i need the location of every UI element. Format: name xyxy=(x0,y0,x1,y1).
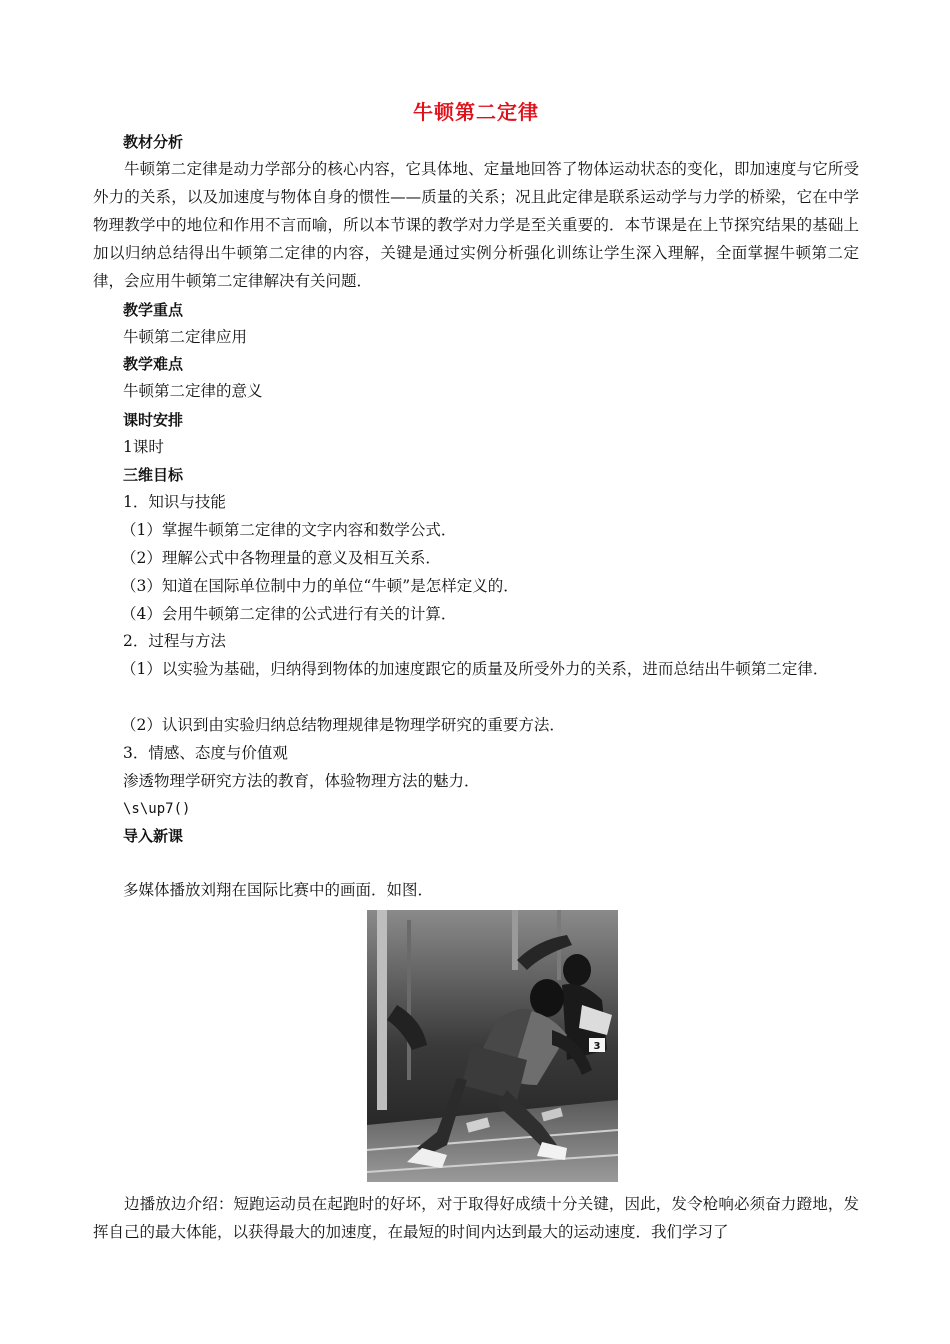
difficulty-text: 牛顿第二定律的意义 xyxy=(123,382,263,400)
intro-text: 多媒体播放刘翔在国际比赛中的画面．如图． xyxy=(123,881,434,899)
intro-heading: 导入新课 xyxy=(123,827,184,845)
goal-item: （2）理解公式中各物理量的意义及相互关系． xyxy=(121,549,441,567)
key-text: 牛顿第二定律应用 xyxy=(123,328,248,346)
schedule-heading: 课时安排 xyxy=(123,411,184,429)
goal-process: 2．过程与方法 xyxy=(123,632,226,650)
analysis-paragraph: 牛顿第二定律是动力学部分的核心内容，它具体地、定量地回答了物体运动状态的变化，即加速度与它所受外力的关系，以及加速度与物体自身的惯性——质量的关系；况且此定律是联系运动学与力学的桥梁，它在中学物理教学中的地位和作用不言而喻，所以本节课的教学对力学是至关重要的．本节课是在上节探究结果的基础上加以归纳总结得出牛顿第二定律的内容，关键是通过实例分析强化训练让学生深入理解，全面掌握牛顿第二定律，会应用牛顿第二定律解决有关问题． xyxy=(93,160,859,290)
goal-attitude-text: 渗透物理学研究方法的教育，体验物理方法的魅力． xyxy=(123,772,480,790)
sprinter-photo xyxy=(367,910,618,1182)
code-line: \s\up7() xyxy=(123,801,191,817)
bib-number: 3 xyxy=(593,1041,601,1052)
goals-heading: 三维目标 xyxy=(123,466,184,484)
goal-item: （4）会用牛顿第二定律的公式进行有关的计算． xyxy=(121,605,457,623)
bottom-paragraph: 边播放边介绍：短跑运动员在起跑时的好坏，对于取得好成绩十分关键，因此，发令枪响必须奋力蹬地，发挥自己的最大体能，以获得最大的加速度，在最短的时间内达到最大的运动速度．我们学习了 xyxy=(93,1195,859,1241)
goal-item: （1）掌握牛顿第二定律的文字内容和数学公式． xyxy=(121,521,457,539)
sprinter-illustration xyxy=(367,910,618,1182)
goal-attitude: 3．情感、态度与价值观 xyxy=(123,744,288,762)
analysis-heading: 教材分析 xyxy=(123,133,184,151)
goal-process-item-1: （1）以实验为基础，归纳得到物体的加速度跟它的质量及所受外力的关系，进而总结出牛顿第二定律． xyxy=(121,660,829,678)
goal-item: （3）知道在国际单位制中力的单位“牛顿”是怎样定义的． xyxy=(121,577,519,595)
goal-process-item-2: （2）认识到由实验归纳总结物理规律是物理学研究的重要方法． xyxy=(121,716,565,734)
difficulty-heading: 教学难点 xyxy=(123,355,184,373)
goal-knowledge: 1．知识与技能 xyxy=(123,493,226,511)
key-heading: 教学重点 xyxy=(123,301,184,319)
page-title: 牛顿第二定律 xyxy=(413,100,539,124)
schedule-text: 1课时 xyxy=(123,438,164,456)
